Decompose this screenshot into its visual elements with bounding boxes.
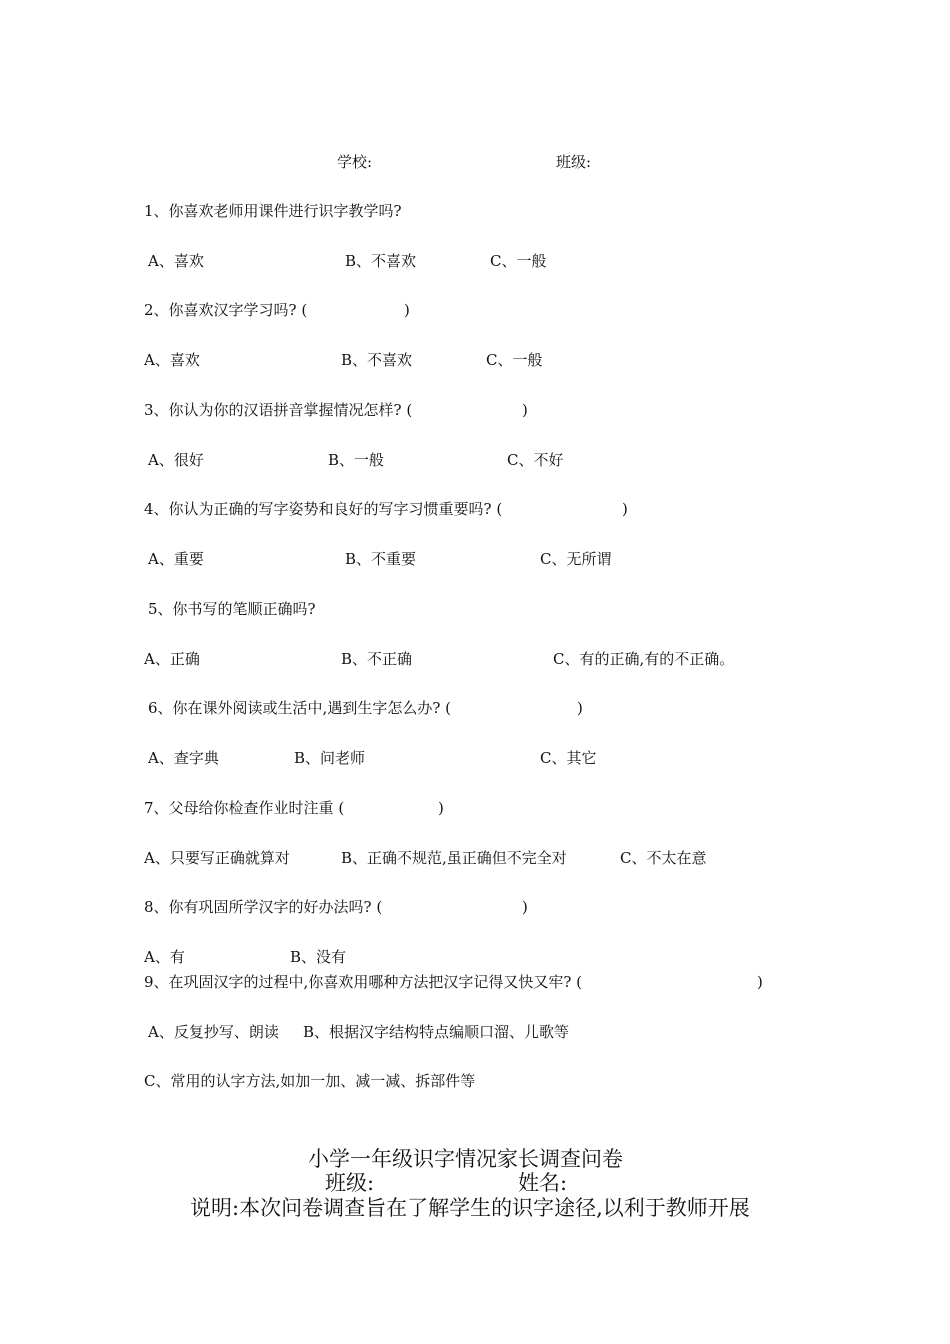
q1-option-b: B、不喜欢 [345, 252, 417, 270]
survey-class-label: 班级: [325, 1171, 375, 1195]
q3-close-paren: ) [522, 401, 528, 419]
question-5: 5、你书写的笔顺正确吗? [148, 600, 316, 618]
q8-close-paren: ) [522, 898, 528, 916]
school-label: 学校: [337, 153, 373, 171]
question-6: 6、你在课外阅读或生活中,遇到生字怎么办? ( [148, 699, 451, 717]
q3-option-a: A、很好 [148, 451, 204, 469]
q6-option-a: A、查字典 [148, 749, 219, 767]
q3-option-b: B、一般 [328, 451, 385, 469]
q9-option-c: C、常用的认字方法,如加一加、减一减、拆部件等 [144, 1072, 476, 1090]
question-4: 4、你认为正确的写字姿势和良好的写字习惯重要吗? ( [144, 500, 503, 518]
q8-option-a: A、有 [144, 948, 185, 966]
q7-option-b: B、正确不规范,虽正确但不完全对 [341, 849, 567, 867]
q4-option-b: B、不重要 [345, 550, 417, 568]
q6-option-c: C、其它 [540, 749, 597, 767]
q7-close-paren: ) [438, 799, 444, 817]
q2-option-c: C、一般 [486, 351, 543, 369]
q5-option-b: B、不正确 [341, 650, 413, 668]
q9-option-b: B、根据汉字结构特点编顺口溜、儿歌等 [303, 1023, 570, 1041]
q9-option-a: A、反复抄写、朗读 [148, 1023, 279, 1041]
q5-option-a: A、正确 [144, 650, 200, 668]
survey-intro: 说明:本次问卷调查旨在了解学生的识字途径,以利于教师开展 [190, 1196, 750, 1220]
q4-close-paren: ) [622, 500, 628, 518]
q2-option-b: B、不喜欢 [341, 351, 413, 369]
question-1: 1、你喜欢老师用课件进行识字教学吗? [144, 202, 402, 220]
question-7: 7、父母给你检查作业时注重 ( [144, 799, 345, 817]
question-8: 8、你有巩固所学汉字的好办法吗? ( [144, 898, 383, 916]
q7-option-c: C、不太在意 [620, 849, 707, 867]
class-label: 班级: [556, 153, 592, 171]
q8-option-b: B、没有 [290, 948, 347, 966]
q1-option-a: A、喜欢 [148, 252, 204, 270]
q7-option-a: A、只要写正确就算对 [144, 849, 290, 867]
q1-option-c: C、一般 [490, 252, 547, 270]
question-2: 2、你喜欢汉字学习吗? ( [144, 301, 308, 319]
question-3: 3、你认为你的汉语拼音掌握情况怎样? ( [144, 401, 413, 419]
q9-close-paren: ) [757, 973, 763, 991]
survey-title: 小学一年级识字情况家长调查问卷 [308, 1147, 623, 1171]
q3-option-c: C、不好 [507, 451, 564, 469]
q2-close-paren: ) [404, 301, 410, 319]
q6-option-b: B、问老师 [294, 749, 366, 767]
q5-option-c: C、有的正确,有的不正确。 [553, 650, 735, 668]
q4-option-c: C、无所谓 [540, 550, 612, 568]
survey-name-label: 姓名: [518, 1171, 568, 1195]
q2-option-a: A、喜欢 [144, 351, 200, 369]
q4-option-a: A、重要 [148, 550, 204, 568]
question-9: 9、在巩固汉字的过程中,你喜欢用哪种方法把汉字记得又快又牢? ( [144, 973, 582, 991]
q6-close-paren: ) [577, 699, 583, 717]
